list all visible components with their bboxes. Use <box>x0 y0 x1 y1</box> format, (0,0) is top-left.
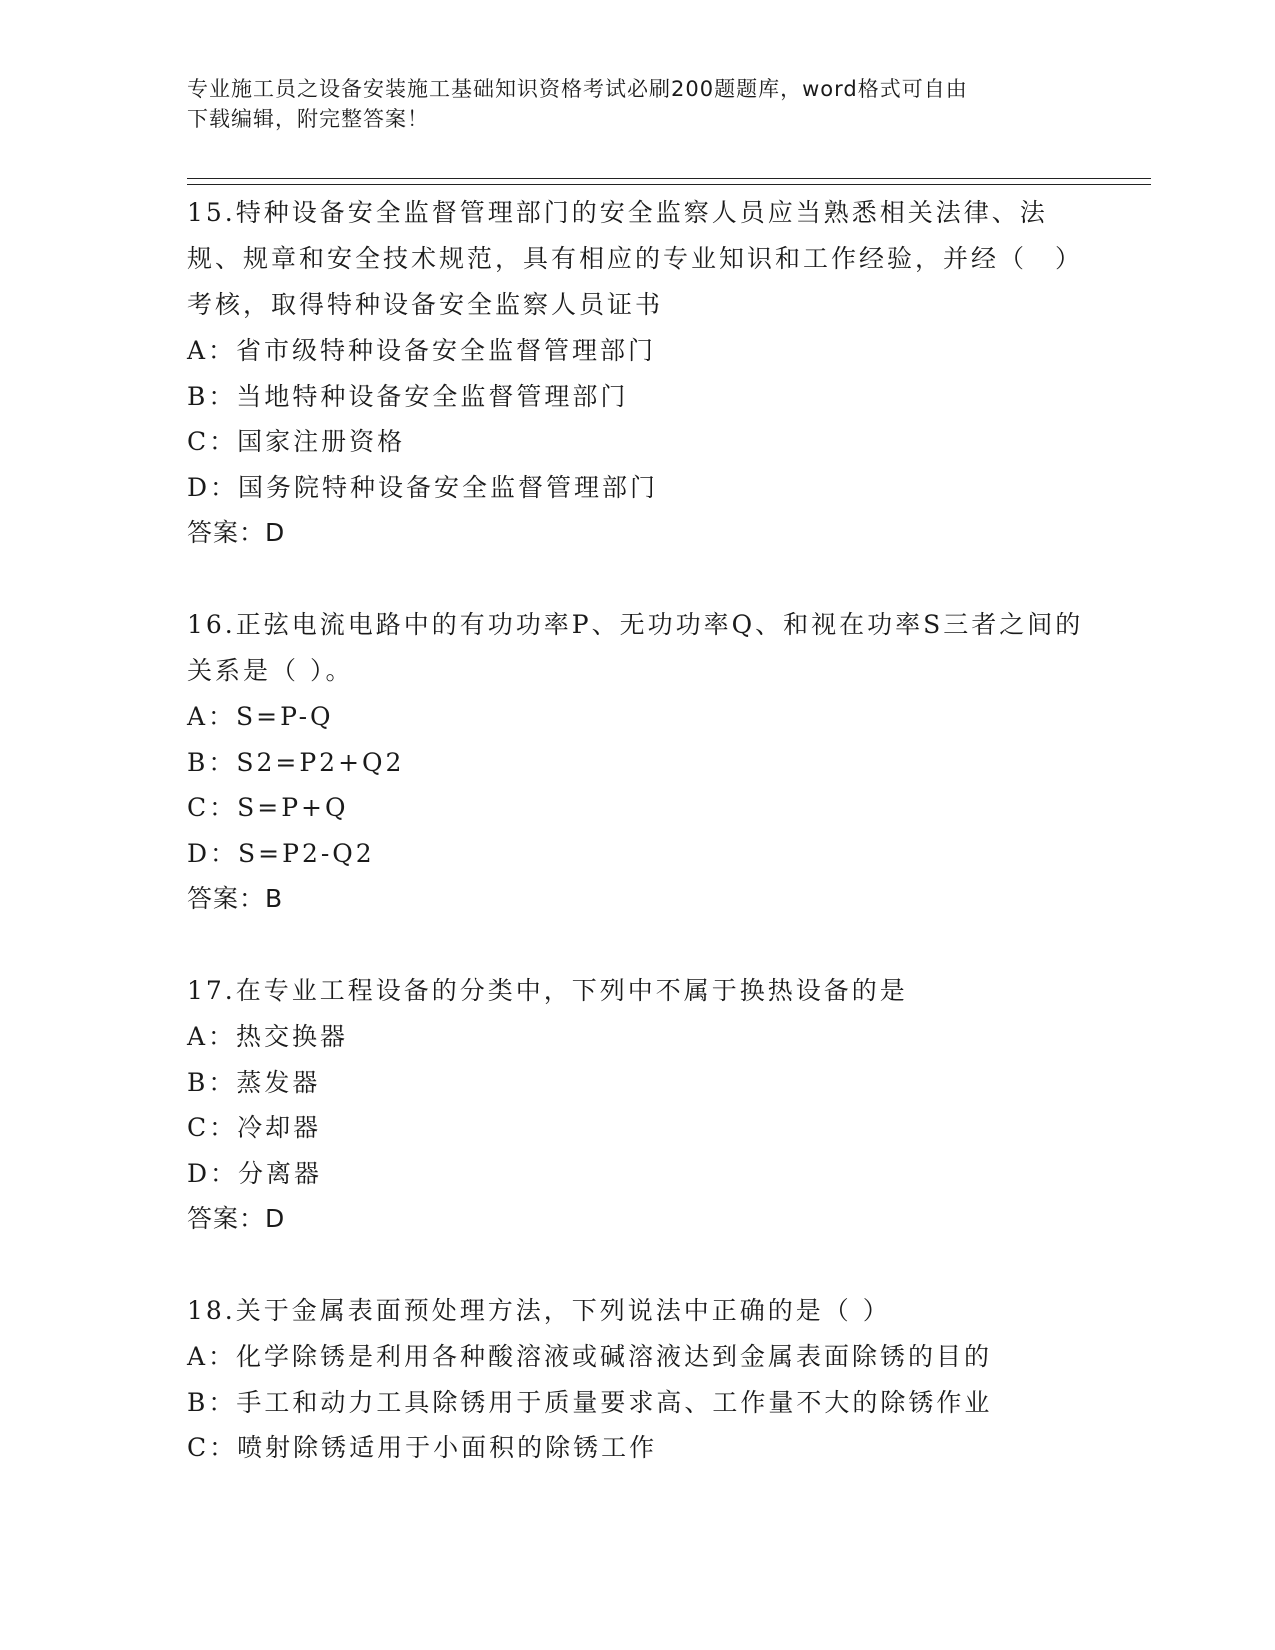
option-c: C：冷却器 <box>187 1113 322 1142</box>
option-a: A：化学除锈是利用各种酸溶液或碱溶液达到金属表面除锈的目的 <box>187 1342 993 1371</box>
answer-label: 答案：B <box>187 884 284 913</box>
option-d: D：S=P2-Q2 <box>187 838 375 868</box>
answer-label: 答案：D <box>187 518 286 547</box>
question-16 <box>187 602 1087 922</box>
option-c: C：国家注册资格 <box>187 427 406 456</box>
question-text: 15.特种设备安全监督管理部门的安全监察人员应当熟悉相关法律、法规、规章和安全技术规范，具有相应的专业知识和工作经验，并经（ ）考核，取得特种设备安全监察人员证书 <box>187 198 1084 319</box>
option-b: B：S2=P2+Q2 <box>187 747 405 777</box>
question-list <box>187 190 1087 1517</box>
option-a: A：S=P-Q <box>187 702 334 731</box>
option-b: B：当地特种设备安全监督管理部门 <box>187 381 629 411</box>
option-c: C：喷射除锈适用于小面积的除锈工作 <box>187 1433 658 1462</box>
option-d: D：国务院特种设备安全监督管理部门 <box>187 472 659 502</box>
header-rule-bottom <box>187 184 1151 185</box>
question-text: 16.正弦电流电路中的有功功率P、无功功率Q、和视在功率S三者之间的关系是（ ）。 <box>187 610 1084 685</box>
option-b: B：蒸发器 <box>187 1067 321 1097</box>
question-18 <box>187 1288 1087 1471</box>
option-c: C：S=P+Q <box>187 793 349 822</box>
question-text: 17.在专业工程设备的分类中，下列中不属于换热设备的是 <box>187 976 908 1005</box>
document-header <box>187 74 1067 134</box>
question-text: 18.关于金属表面预处理方法，下列说法中正确的是（ ） <box>187 1296 891 1325</box>
option-a: A：省市级特种设备安全监督管理部门 <box>187 336 657 365</box>
option-d: D：分离器 <box>187 1158 323 1188</box>
header-line-2: 下载编辑，附完整答案！ <box>187 107 429 131</box>
option-b: B：手工和动力工具除锈用于质量要求高、工作量不大的除锈作业 <box>187 1387 993 1417</box>
header-line-1: 专业施工员之设备安装施工基础知识资格考试必刷200题题库，word格式可自由 <box>187 77 968 101</box>
question-15 <box>187 190 1087 556</box>
option-a: A：热交换器 <box>187 1022 349 1051</box>
question-17 <box>187 968 1087 1242</box>
header-rule-top <box>187 178 1151 179</box>
answer-label: 答案：D <box>187 1204 286 1233</box>
